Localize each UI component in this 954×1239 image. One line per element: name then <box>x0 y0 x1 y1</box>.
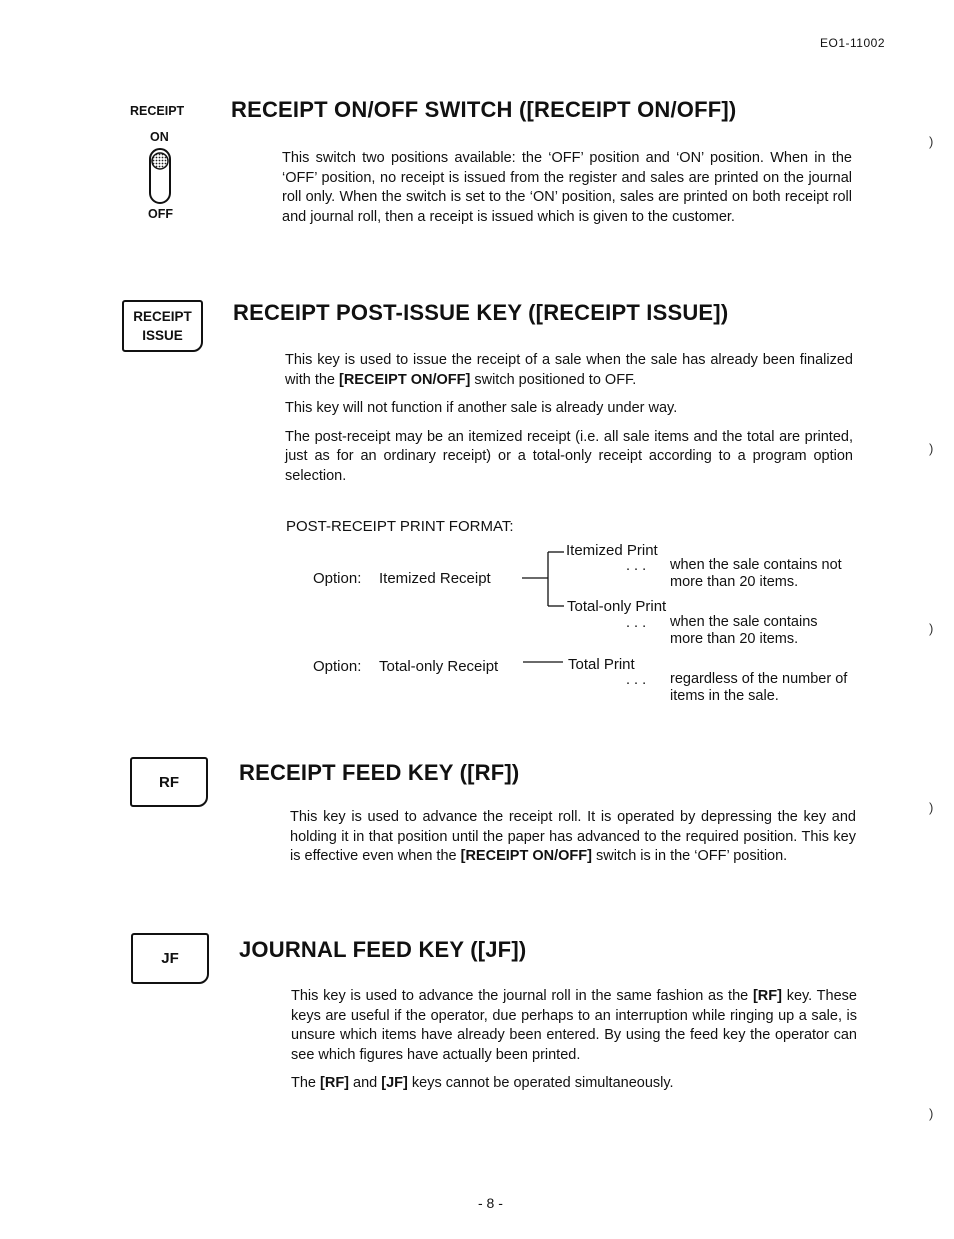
branch-bracket <box>518 548 568 614</box>
margin-mark: ) <box>929 800 934 815</box>
rf-description: This key is used to advance the receipt roll. It is operated by depressing the key and holding it in that position until the paper has advanced to the required position. This key is effective even when the [RECEIPT ON/OFF] switch is in the ‘OFF’ position. <box>290 809 856 864</box>
section-title-jf: JOURNAL FEED KEY ([JF]) <box>239 937 527 962</box>
total-only-print-description: when the sale contains more than 20 items. <box>670 614 818 647</box>
receipt-issue-key-icon <box>122 300 203 352</box>
key-label-line2: ISSUE <box>142 328 183 343</box>
itemized-print-label: Itemized Print <box>566 542 658 559</box>
total-print-description: regardless of the number of items in the sale. <box>670 671 848 704</box>
margin-mark: ) <box>929 1106 934 1121</box>
rf-key-icon <box>130 757 208 807</box>
receipt-issue-paragraph-3: The post-receipt may be an itemized receipt (i.e. all sale items and the total are printed, just as for an ordinary receipt) or a total-only receipt according to a program option selection. <box>285 428 853 484</box>
receipt-switch-description: This switch two positions available: the ‘OFF’ position and ‘ON’ position. When in the ‘OFF’ position, no receipt is issued from the register and sales are printed on the journal roll only. When the switch is set to the ‘ON’ position, sales are printed on both receipt roll and journal roll, then a receipt is issued which is given to the customer. <box>282 150 852 225</box>
margin-mark: ) <box>929 621 934 636</box>
total-print-label: Total Print <box>568 656 635 673</box>
jf-body <box>291 987 857 1094</box>
section-title-rf: RECEIPT FEED KEY ([RF]) <box>239 760 520 785</box>
jf-key-icon <box>131 933 209 984</box>
ellipsis-3: . . . <box>626 672 647 688</box>
format-title: POST-RECEIPT PRINT FORMAT: <box>286 518 514 535</box>
option-1-label: Option: <box>313 570 362 587</box>
total-only-print-label: Total-only Print <box>567 598 667 615</box>
margin-mark: ) <box>929 441 934 456</box>
option-1-value: Itemized Receipt <box>379 570 491 587</box>
switch-label-off: OFF <box>148 207 173 221</box>
jf-key-label: JF <box>161 950 179 967</box>
itemized-print-description: when the sale contains not more than 20 items. <box>670 557 842 590</box>
page-number: - 8 - <box>478 1195 503 1211</box>
option-2-value: Total-only Receipt <box>379 658 499 675</box>
section-title-receipt-issue: RECEIPT POST-ISSUE KEY ([RECEIPT ISSUE]) <box>233 300 729 325</box>
receipt-issue-paragraph-1: This key is used to issue the receipt of a sale when the sale has already been finalized with the [RECEIPT ON/OFF] switch positioned to OFF. <box>285 352 853 388</box>
section-title-receipt-switch: RECEIPT ON/OFF SWITCH ([RECEIPT ON/OFF]) <box>231 97 737 122</box>
ellipsis-2: . . . <box>626 615 647 631</box>
jf-paragraph-2: The [RF] and [JF] keys cannot be operated simultaneously. <box>291 1075 674 1091</box>
ellipsis-1: . . . <box>626 558 647 574</box>
receipt-issue-body <box>285 351 853 486</box>
rf-key-label: RF <box>159 773 179 791</box>
option-2-connector <box>521 658 565 666</box>
margin-mark: ) <box>929 134 934 149</box>
switch-label-receipt: RECEIPT <box>130 104 185 118</box>
option-2-label: Option: <box>313 658 362 675</box>
switch-label-on: ON <box>150 130 169 144</box>
jf-paragraph-1: This key is used to advance the journal roll in the same fashion as the [RF] key. These keys are useful if the operator, due perhaps to an interruption while ringing up a sale, is unsure which items have already been entered. By using the feed key the operator can see which figures have actually been printed. <box>291 988 857 1063</box>
receipt-issue-paragraph-2: This key will not function if another sale is already under way. <box>285 400 678 416</box>
toggle-switch-icon <box>143 147 177 212</box>
key-label-line1: RECEIPT <box>133 309 192 324</box>
document-number: EO1-11002 <box>820 36 885 50</box>
